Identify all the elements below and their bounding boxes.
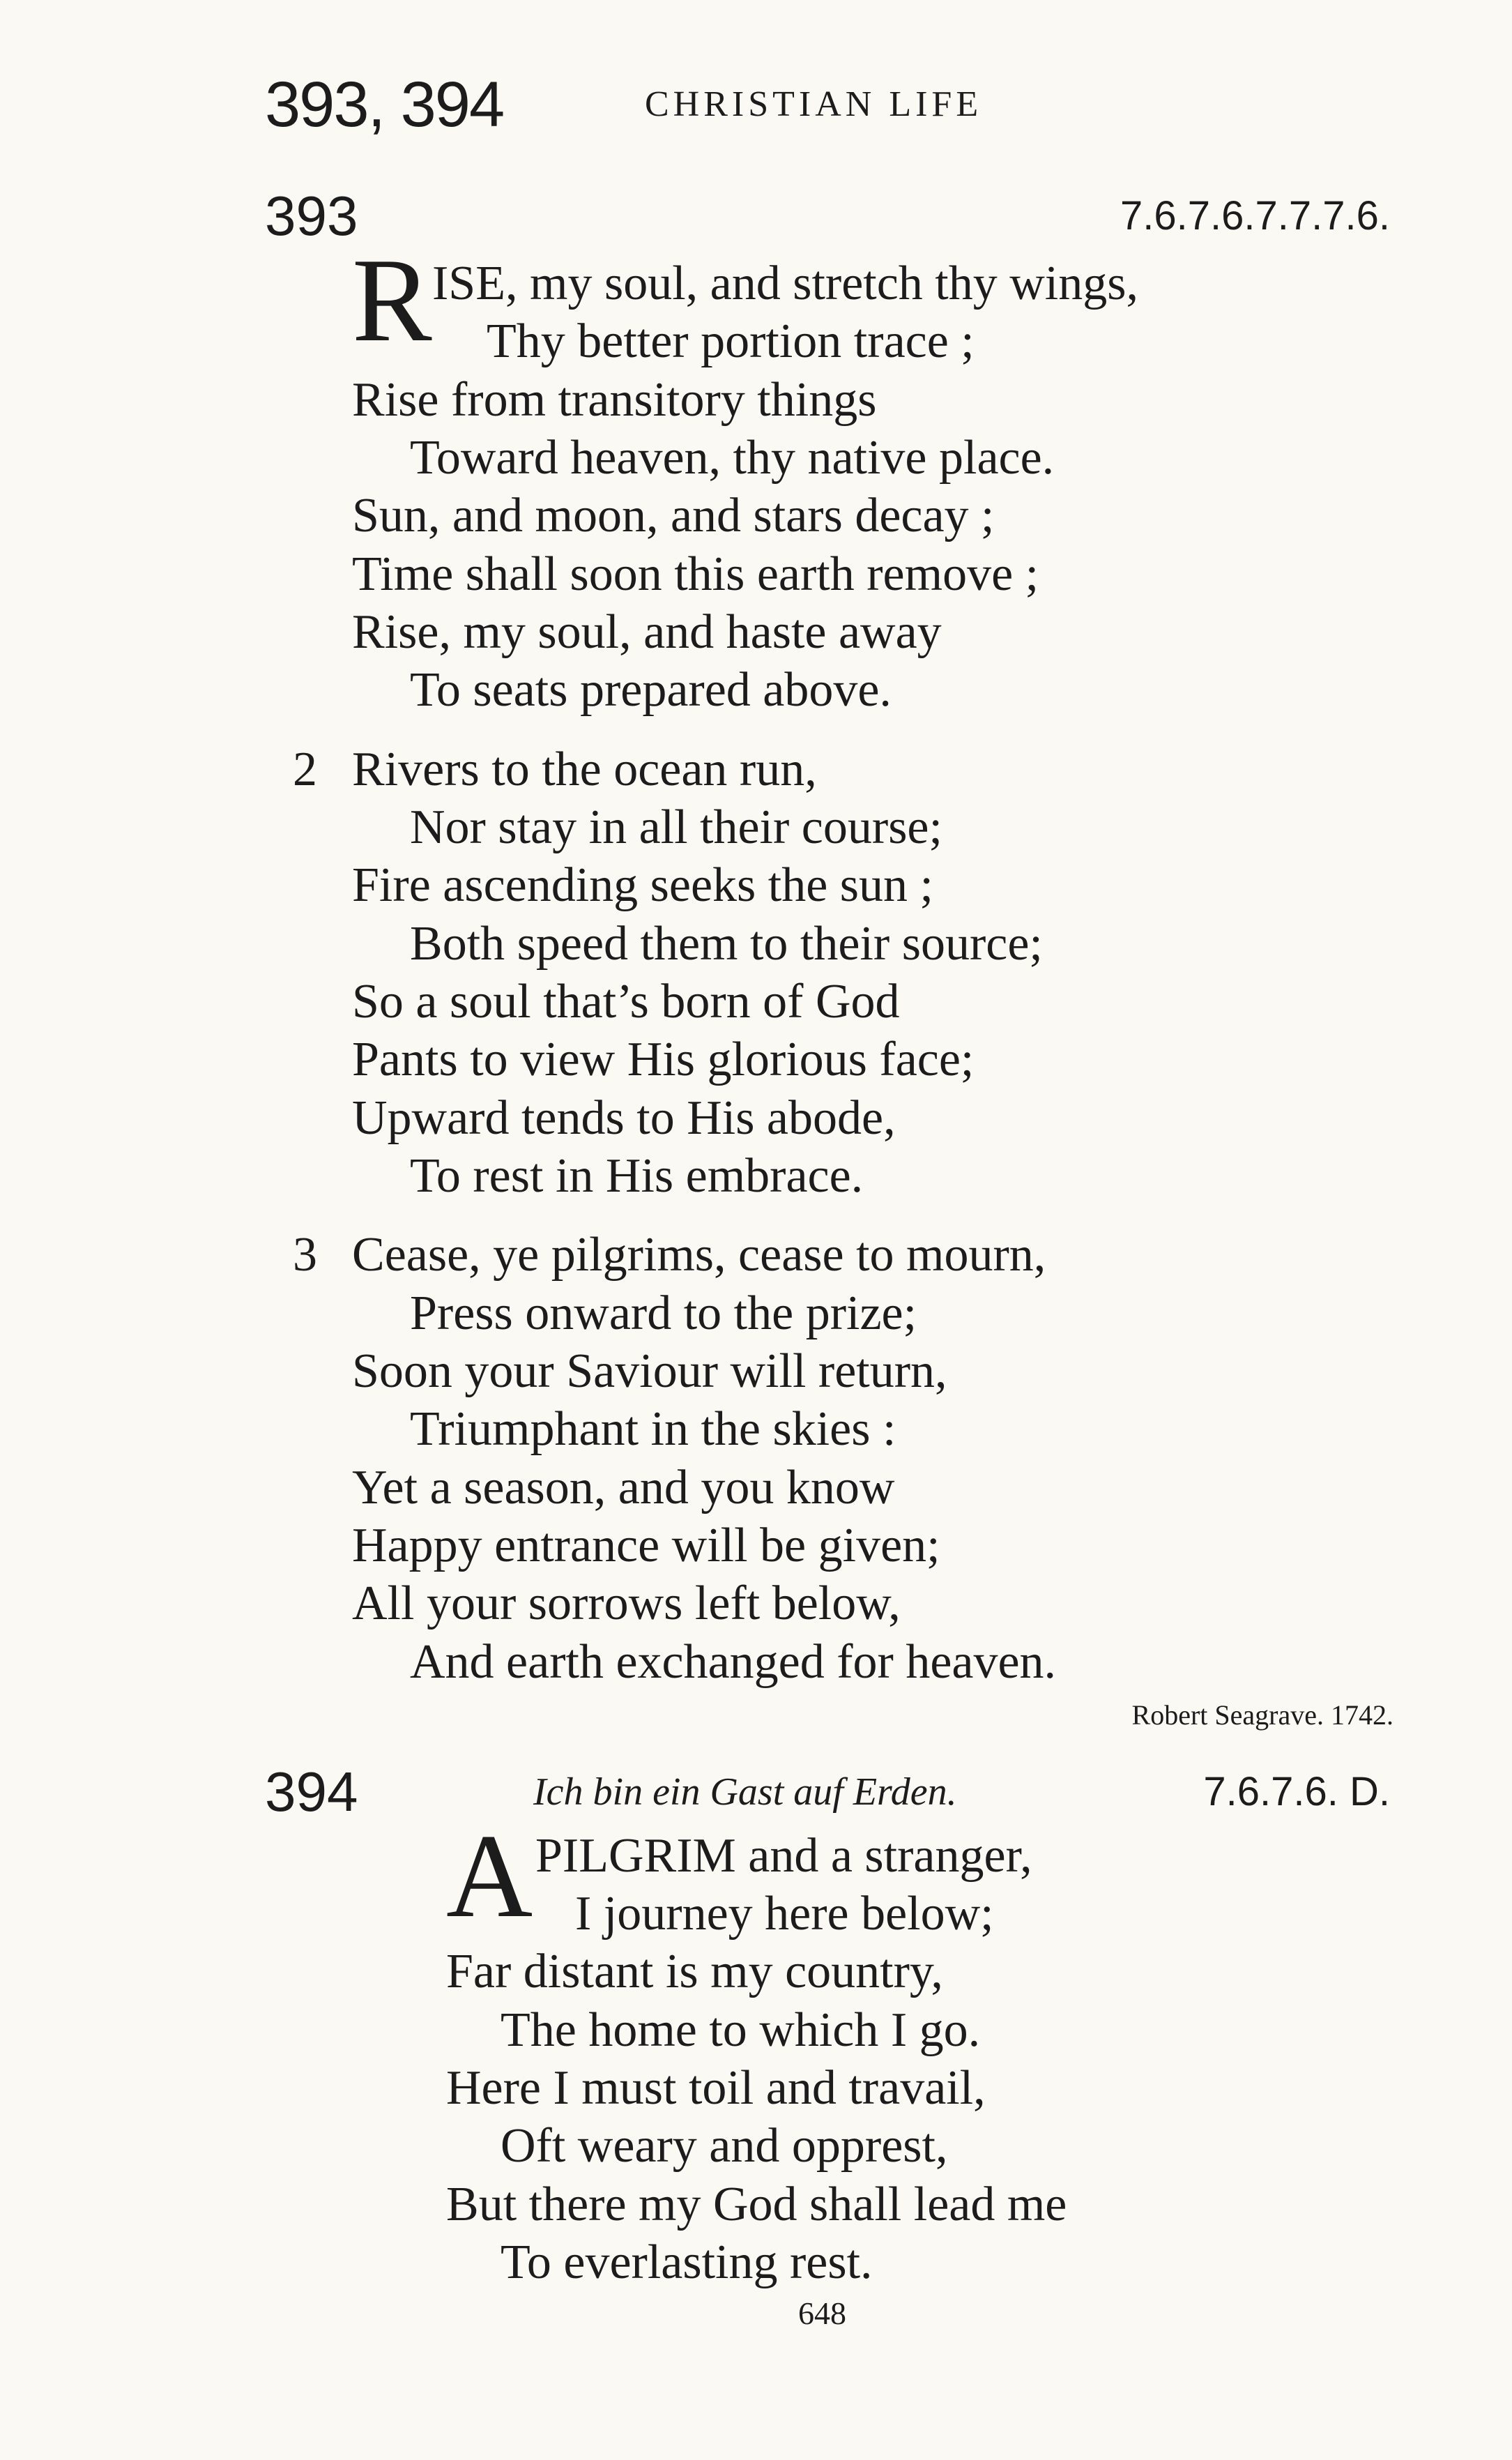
stanza-number: 2 [293,743,317,796]
hymn-line: Rise from transitory things [352,373,877,427]
author-attribution: Robert Seagrave. 1742. [1131,1699,1393,1731]
hymn-line: Triumphant in the skies : [410,1402,896,1456]
hymn-line: To rest in His embrace. [410,1149,864,1203]
hymn-line: Here I must toil and travail, [446,2061,986,2115]
hymn-line: ISE, my soul, and stretch thy wings, [432,257,1138,310]
hymn-line: Happy entrance will be given; [352,1519,940,1572]
page-number: 648 [798,2295,846,2331]
hymn-line: Pants to view His glorious face; [352,1033,975,1086]
hymn-source-title: Ich bin ein Gast auf Erden. [533,1770,957,1814]
hymn-line: Press onward to the prize; [410,1286,917,1340]
hymn-line: But there my God shall lead me [446,2178,1067,2231]
hymn-line: Oft weary and opprest, [501,2119,948,2173]
hymn-line: Both speed them to their source; [410,917,1043,971]
hymn-line: Sun, and moon, and stars decay ; [352,489,995,542]
drop-cap: R [352,234,432,367]
hymn-number: 393 [265,185,358,247]
running-head-numbers: 393, 394 [265,69,504,140]
hymn-line: PILGRIM and a stranger, [535,1829,1032,1883]
drop-cap: A [446,1810,533,1943]
hymn-line: Nor stay in all their course; [410,800,942,854]
hymn-line: Upward tends to His abode, [352,1091,896,1145]
hymn-line: And earth exchanged for heaven. [410,1635,1057,1689]
hymn-line: Soon your Saviour will return, [352,1344,947,1398]
hymn-meter: 7.6.7.6.7.7.7.6. [1120,193,1390,238]
hymn-line: I journey here below; [575,1887,994,1941]
hymn-line: Time shall soon this earth remove ; [352,547,1039,601]
running-head [265,66,1450,150]
hymn-line: Rivers to the ocean run, [352,743,817,796]
hymn-line: Rise, my soul, and haste away [352,605,942,659]
stanza-number: 3 [293,1228,317,1282]
hymn-line: To everlasting rest. [501,2235,873,2289]
hymn-line: Yet a season, and you know [352,1461,895,1514]
hymn-line: Fire ascending seeks the sun ; [352,858,933,912]
hymn-line: All your sorrows left below, [352,1577,901,1630]
hymn-meter: 7.6.7.6. D. [1203,1769,1390,1814]
running-head-title: CHRISTIAN LIFE [645,84,983,124]
hymn-line: Cease, ye pilgrims, cease to mourn, [352,1228,1046,1282]
hymn-number: 394 [265,1761,358,1823]
hymn-line: Thy better portion trace ; [487,314,975,368]
hymn-line: Far distant is my country, [446,1945,943,1998]
hymn-line: To seats prepared above. [410,663,892,717]
hymn-line: Toward heaven, thy native place. [410,431,1055,485]
hymn-line: So a soul that’s born of God [352,975,900,1028]
hymn-line: The home to which I go. [501,2003,981,2057]
